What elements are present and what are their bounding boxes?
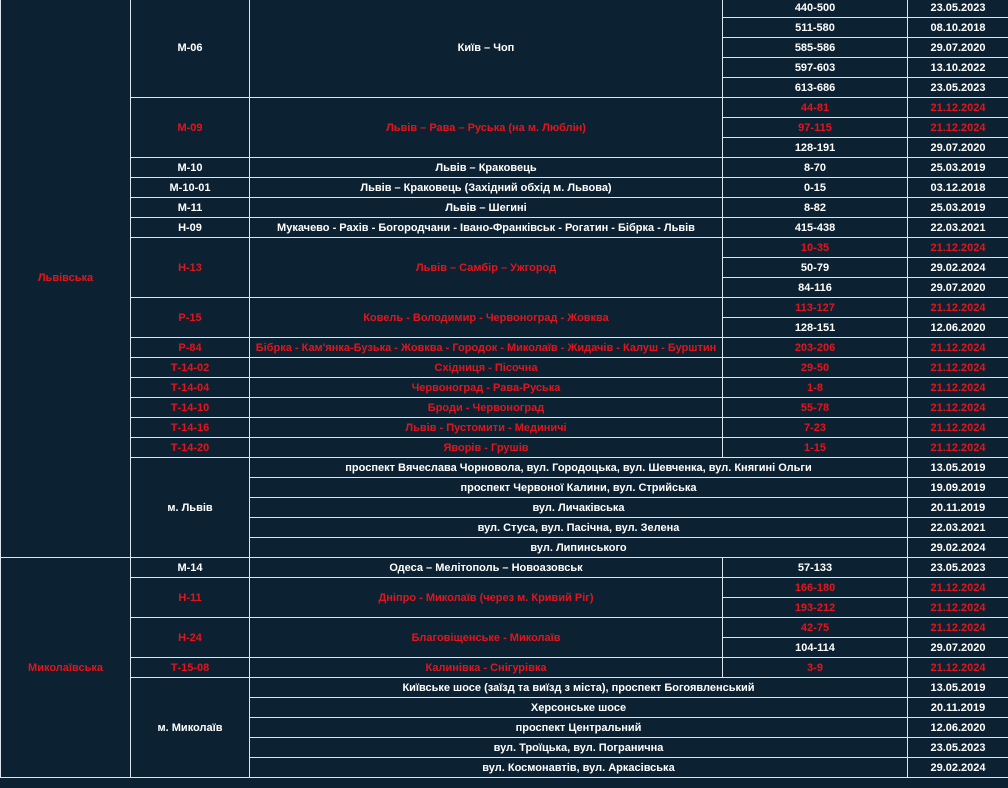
street-name-cell: Херсонське шосе xyxy=(250,698,908,718)
road-index-cell: Т-14-10 xyxy=(131,398,250,418)
date-cell: 19.09.2019 xyxy=(908,478,1008,498)
km-range-cell: 613-686 xyxy=(723,78,908,98)
road-index-cell: м. Миколаїв xyxy=(131,678,250,778)
date-cell: 13.05.2019 xyxy=(908,678,1008,698)
street-name-cell: вул. Стуса, вул. Пасічна, вул. Зелена xyxy=(250,518,908,538)
table-row xyxy=(1,98,1008,118)
date-cell: 25.03.2019 xyxy=(908,198,1008,218)
date-cell: 20.11.2019 xyxy=(908,498,1008,518)
km-range-cell: 55-78 xyxy=(723,398,908,418)
date-cell: 29.02.2024 xyxy=(908,758,1008,778)
road-name-cell: Ковель - Володимир - Червоноград - Жовква xyxy=(250,298,723,338)
table-row xyxy=(1,458,1008,478)
road-name-cell: Львів – Краковець xyxy=(250,158,723,178)
road-name-cell: Бібрка - Кам'янка-Бузька - Жовква - Городок - Миколаїв - Жидачів - Калуш - Бурштин xyxy=(250,338,723,358)
km-range-cell: 511-580 xyxy=(723,18,908,38)
km-range-cell: 128-191 xyxy=(723,138,908,158)
road-index-cell: Т-14-02 xyxy=(131,358,250,378)
road-name-cell: Калинівка - Снігурівка xyxy=(250,658,723,678)
km-range-cell: 166-180 xyxy=(723,578,908,598)
date-cell: 23.05.2023 xyxy=(908,78,1008,98)
table-row xyxy=(1,658,1008,678)
road-name-cell: Львів – Краковець (Західний обхід м. Львова) xyxy=(250,178,723,198)
date-cell: 29.07.2020 xyxy=(908,278,1008,298)
date-cell: 21.12.2024 xyxy=(908,238,1008,258)
street-name-cell: проспект Центральний xyxy=(250,718,908,738)
road-name-cell: Львів – Самбір – Ужгород xyxy=(250,238,723,298)
table-row xyxy=(1,0,1008,18)
date-cell: 29.07.2020 xyxy=(908,38,1008,58)
street-name-cell: вул. Троїцька, вул. Погранична xyxy=(250,738,908,758)
table-row xyxy=(1,678,1008,698)
road-name-cell: Мукачево - Рахів - Богородчани - Івано-Франківськ - Рогатин - Бібрка - Львів xyxy=(250,218,723,238)
table-row xyxy=(1,158,1008,178)
km-range-cell: 42-75 xyxy=(723,618,908,638)
table-row xyxy=(1,438,1008,458)
table-row xyxy=(1,618,1008,638)
km-range-cell: 97-115 xyxy=(723,118,908,138)
road-index-cell: М-09 xyxy=(131,98,250,158)
date-cell: 29.02.2024 xyxy=(908,538,1008,558)
street-name-cell: вул. Космонавтів, вул. Аркасівська xyxy=(250,758,908,778)
table-row xyxy=(1,178,1008,198)
street-name-cell: Київське шосе (заїзд та виїзд з міста), проспект Богоявленський xyxy=(250,678,908,698)
km-range-cell: 29-50 xyxy=(723,358,908,378)
street-name-cell: проспект Червоної Калини, вул. Стрийська xyxy=(250,478,908,498)
road-name-cell: Благовіщенське - Миколаїв xyxy=(250,618,723,658)
km-range-cell: 84-116 xyxy=(723,278,908,298)
table-row xyxy=(1,238,1008,258)
km-range-cell: 128-151 xyxy=(723,318,908,338)
road-index-cell: М-11 xyxy=(131,198,250,218)
date-cell: 13.10.2022 xyxy=(908,58,1008,78)
date-cell: 21.12.2024 xyxy=(908,338,1008,358)
road-index-cell: Р-15 xyxy=(131,298,250,338)
date-cell: 29.07.2020 xyxy=(908,138,1008,158)
road-index-cell: Н-11 xyxy=(131,578,250,618)
date-cell: 23.05.2023 xyxy=(908,738,1008,758)
date-cell: 21.12.2024 xyxy=(908,98,1008,118)
road-name-cell: Львів – Рава – Руська (на м. Люблін) xyxy=(250,98,723,158)
date-cell: 23.05.2023 xyxy=(908,558,1008,578)
km-range-cell: 440-500 xyxy=(723,0,908,18)
date-cell: 12.06.2020 xyxy=(908,318,1008,338)
road-name-cell: Східниця - Пісочна xyxy=(250,358,723,378)
km-range-cell: 8-82 xyxy=(723,198,908,218)
km-range-cell: 193-212 xyxy=(723,598,908,618)
date-cell: 21.12.2024 xyxy=(908,598,1008,618)
table-row xyxy=(1,198,1008,218)
road-index-cell: М-14 xyxy=(131,558,250,578)
date-cell: 29.07.2020 xyxy=(908,638,1008,658)
date-cell: 21.12.2024 xyxy=(908,618,1008,638)
table-row xyxy=(1,358,1008,378)
km-range-cell: 3-9 xyxy=(723,658,908,678)
road-name-cell: Яворів - Грушів xyxy=(250,438,723,458)
date-cell: 20.11.2019 xyxy=(908,698,1008,718)
table-row xyxy=(1,398,1008,418)
table-row xyxy=(1,338,1008,358)
date-cell: 21.12.2024 xyxy=(908,418,1008,438)
road-index-cell: М-10 xyxy=(131,158,250,178)
region-cell: Миколаївська xyxy=(1,558,131,778)
table-row xyxy=(1,418,1008,438)
table-row xyxy=(1,298,1008,318)
km-range-cell: 1-8 xyxy=(723,378,908,398)
street-name-cell: вул. Липинського xyxy=(250,538,908,558)
date-cell: 22.03.2021 xyxy=(908,218,1008,238)
km-range-cell: 104-114 xyxy=(723,638,908,658)
road-index-cell: М-06 xyxy=(131,0,250,98)
date-cell: 12.06.2020 xyxy=(908,718,1008,738)
road-index-cell: Т-15-08 xyxy=(131,658,250,678)
date-cell: 21.12.2024 xyxy=(908,438,1008,458)
road-index-cell: Р-84 xyxy=(131,338,250,358)
date-cell: 23.05.2023 xyxy=(908,0,1008,18)
date-cell: 21.12.2024 xyxy=(908,358,1008,378)
km-range-cell: 10-35 xyxy=(723,238,908,258)
table-row xyxy=(1,378,1008,398)
km-range-cell: 585-586 xyxy=(723,38,908,58)
date-cell: 21.12.2024 xyxy=(908,398,1008,418)
road-index-cell: М-10-01 xyxy=(131,178,250,198)
road-name-cell: Львів - Пустомити - Мединичі xyxy=(250,418,723,438)
date-cell: 21.12.2024 xyxy=(908,378,1008,398)
street-name-cell: вул. Личаківська xyxy=(250,498,908,518)
date-cell: 08.10.2018 xyxy=(908,18,1008,38)
road-index-cell: Н-09 xyxy=(131,218,250,238)
road-name-cell: Дніпро - Миколаїв (через м. Кривий Ріг) xyxy=(250,578,723,618)
table-row xyxy=(1,218,1008,238)
km-range-cell: 597-603 xyxy=(723,58,908,78)
road-index-cell: Н-13 xyxy=(131,238,250,298)
road-name-cell: Одеса – Мелітополь – Новоазовськ xyxy=(250,558,723,578)
km-range-cell: 1-15 xyxy=(723,438,908,458)
region-cell: Львівська xyxy=(1,0,131,558)
road-name-cell: Броди - Червоноград xyxy=(250,398,723,418)
km-range-cell: 203-206 xyxy=(723,338,908,358)
date-cell: 21.12.2024 xyxy=(908,298,1008,318)
km-range-cell: 44-81 xyxy=(723,98,908,118)
km-range-cell: 0-15 xyxy=(723,178,908,198)
table-row xyxy=(1,558,1008,578)
date-cell: 03.12.2018 xyxy=(908,178,1008,198)
date-cell: 25.03.2019 xyxy=(908,158,1008,178)
road-index-cell: Т-14-04 xyxy=(131,378,250,398)
road-schedule-body xyxy=(1,0,1008,778)
road-name-cell: Львів – Шегині xyxy=(250,198,723,218)
road-name-cell: Червоноград - Рава-Руська xyxy=(250,378,723,398)
road-index-cell: Н-24 xyxy=(131,618,250,658)
km-range-cell: 50-79 xyxy=(723,258,908,278)
date-cell: 22.03.2021 xyxy=(908,518,1008,538)
road-index-cell: м. Львів xyxy=(131,458,250,558)
date-cell: 21.12.2024 xyxy=(908,578,1008,598)
date-cell: 21.12.2024 xyxy=(908,118,1008,138)
km-range-cell: 8-70 xyxy=(723,158,908,178)
km-range-cell: 7-23 xyxy=(723,418,908,438)
km-range-cell: 113-127 xyxy=(723,298,908,318)
road-name-cell: Київ – Чоп xyxy=(250,0,723,98)
table-row xyxy=(1,578,1008,598)
road-index-cell: Т-14-20 xyxy=(131,438,250,458)
date-cell: 13.05.2019 xyxy=(908,458,1008,478)
km-range-cell: 415-438 xyxy=(723,218,908,238)
km-range-cell: 57-133 xyxy=(723,558,908,578)
date-cell: 29.02.2024 xyxy=(908,258,1008,278)
date-cell: 21.12.2024 xyxy=(908,658,1008,678)
road-index-cell: Т-14-16 xyxy=(131,418,250,438)
street-name-cell: проспект Вячеслава Чорновола, вул. Городоцька, вул. Шевченка, вул. Княгині Ольги xyxy=(250,458,908,478)
